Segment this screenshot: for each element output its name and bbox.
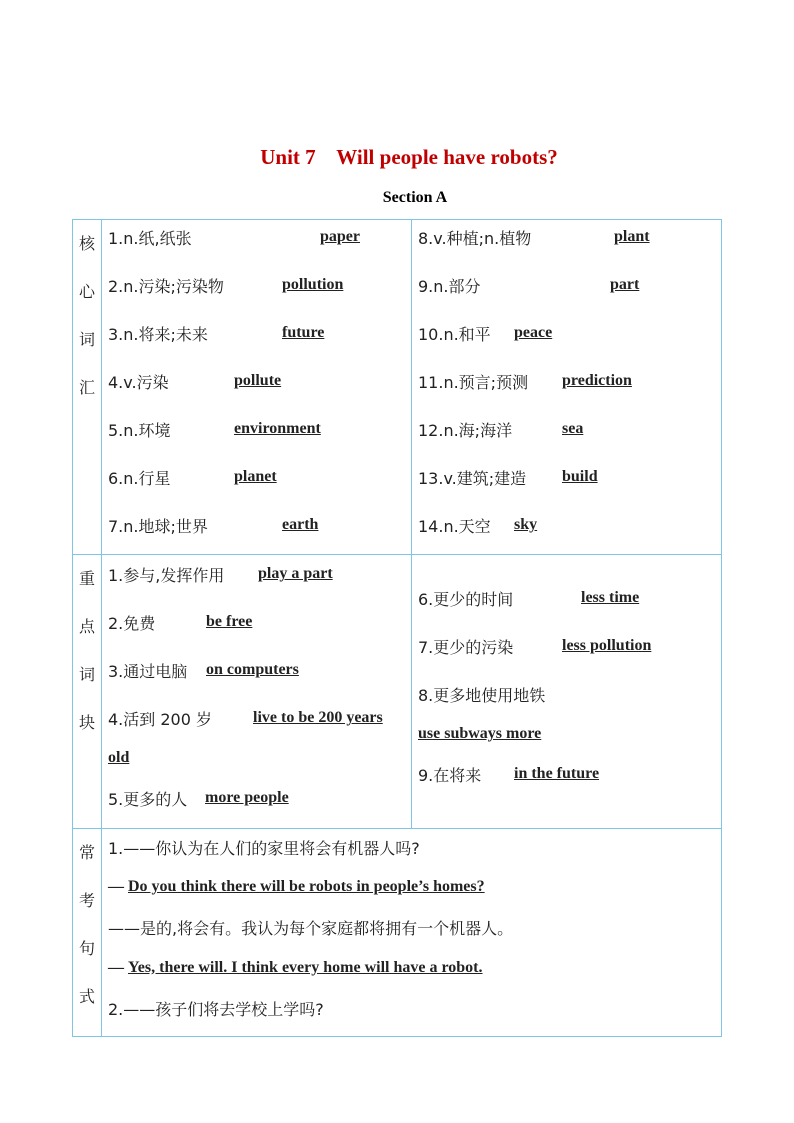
phrases-right	[412, 555, 722, 828]
vocab-prompt: 6.n.行星	[108, 469, 171, 488]
core-vocab-left	[102, 220, 412, 555]
core-vocab-right	[412, 220, 722, 555]
vocab-answer: part	[610, 276, 640, 293]
vocab-answer: sea	[562, 420, 584, 437]
phrase-answer: in the future	[514, 765, 600, 783]
vocab-answer: prediction	[562, 372, 632, 389]
phrase-prompt: 2.免费	[108, 614, 156, 634]
vocab-answer: environment	[234, 420, 321, 437]
sentences-cell	[102, 828, 722, 1036]
vocab-answer: planet	[234, 468, 277, 485]
vocab-answer: future	[282, 324, 325, 341]
vocab-prompt: 11.n.预言;预测	[418, 373, 529, 392]
label-core-vocab: 核 心 词 汇	[73, 220, 102, 555]
sentence-dash: —	[108, 877, 124, 895]
vocab-prompt: 10.n.和平	[418, 325, 491, 344]
phrase-answer: live to be 200 years	[253, 709, 383, 727]
vocab-prompt: 1.n.纸,纸张	[108, 229, 192, 248]
phrase-prompt: 7.更少的污染	[418, 638, 514, 658]
label-common-sentences: 常 考 句 式	[73, 828, 102, 1036]
vocab-answer: pollution	[282, 276, 344, 293]
phrase-prompt: 5.更多的人	[108, 790, 188, 810]
phrase-prompt: 4.活到 200 岁	[108, 710, 212, 730]
vocab-answer: paper	[320, 228, 360, 245]
vocab-prompt: 12.n.海;海洋	[418, 421, 513, 440]
sentence-question: 2.——孩子们将去学校上学吗?	[108, 999, 324, 1019]
phrase-answer: play a part	[258, 565, 333, 583]
sentence-question: ——是的,将会有。我认为每个家庭都将拥有一个机器人。	[108, 918, 514, 938]
vocab-prompt: 2.n.污染;污染物	[108, 277, 224, 296]
vocab-table	[72, 219, 722, 1037]
section-heading: Section A	[382, 189, 448, 206]
phrase-answer: use subways more	[418, 725, 542, 743]
phrase-answer: be free	[206, 613, 253, 631]
vocab-prompt: 8.v.种植;n.植物	[418, 229, 532, 248]
vocab-answer: earth	[282, 516, 319, 533]
vocab-answer: pollute	[234, 372, 282, 389]
sentence-question: 1.——你认为在人们的家里将会有机器人吗?	[108, 838, 420, 858]
sentence-answer: Yes, there will. I think every home will have a robot.	[128, 958, 483, 976]
phrase-answer: less pollution	[562, 637, 652, 655]
vocab-answer: peace	[514, 324, 553, 341]
label-key-phrases: 重 点 词 块	[73, 555, 102, 828]
vocab-prompt: 9.n.部分	[418, 277, 481, 296]
vocab-prompt: 4.v.污染	[108, 373, 169, 392]
vocab-answer: build	[562, 468, 598, 485]
phrases-left	[102, 555, 412, 828]
phrase-prompt: 1.参与,发挥作用	[108, 566, 225, 586]
vocab-prompt: 3.n.将来;未来	[108, 325, 208, 344]
vocab-prompt: 14.n.天空	[418, 517, 491, 536]
phrase-prompt: 6.更少的时间	[418, 590, 514, 610]
phrase-answer: less time	[581, 589, 640, 607]
phrase-prompt: 9.在将来	[418, 766, 482, 786]
page-title: Unit 7 Will people have robots?	[260, 145, 558, 169]
sentence-dash: —	[108, 958, 124, 976]
vocab-answer: plant	[614, 228, 650, 245]
phrase-answer: more people	[205, 789, 289, 807]
phrase-prompt: 3.通过电脑	[108, 662, 188, 682]
phrase-prompt: 8.更多地使用地铁	[418, 686, 546, 706]
vocab-prompt: 13.v.建筑;建造	[418, 469, 527, 488]
vocab-prompt: 5.n.环境	[108, 421, 171, 440]
sentence-answer: Do you think there will be robots in people’s homes?	[128, 877, 485, 895]
phrase-answer-cont: old	[108, 749, 130, 767]
vocab-answer: sky	[514, 516, 538, 533]
phrase-answer: on computers	[206, 661, 299, 679]
vocab-prompt: 7.n.地球;世界	[108, 517, 208, 536]
